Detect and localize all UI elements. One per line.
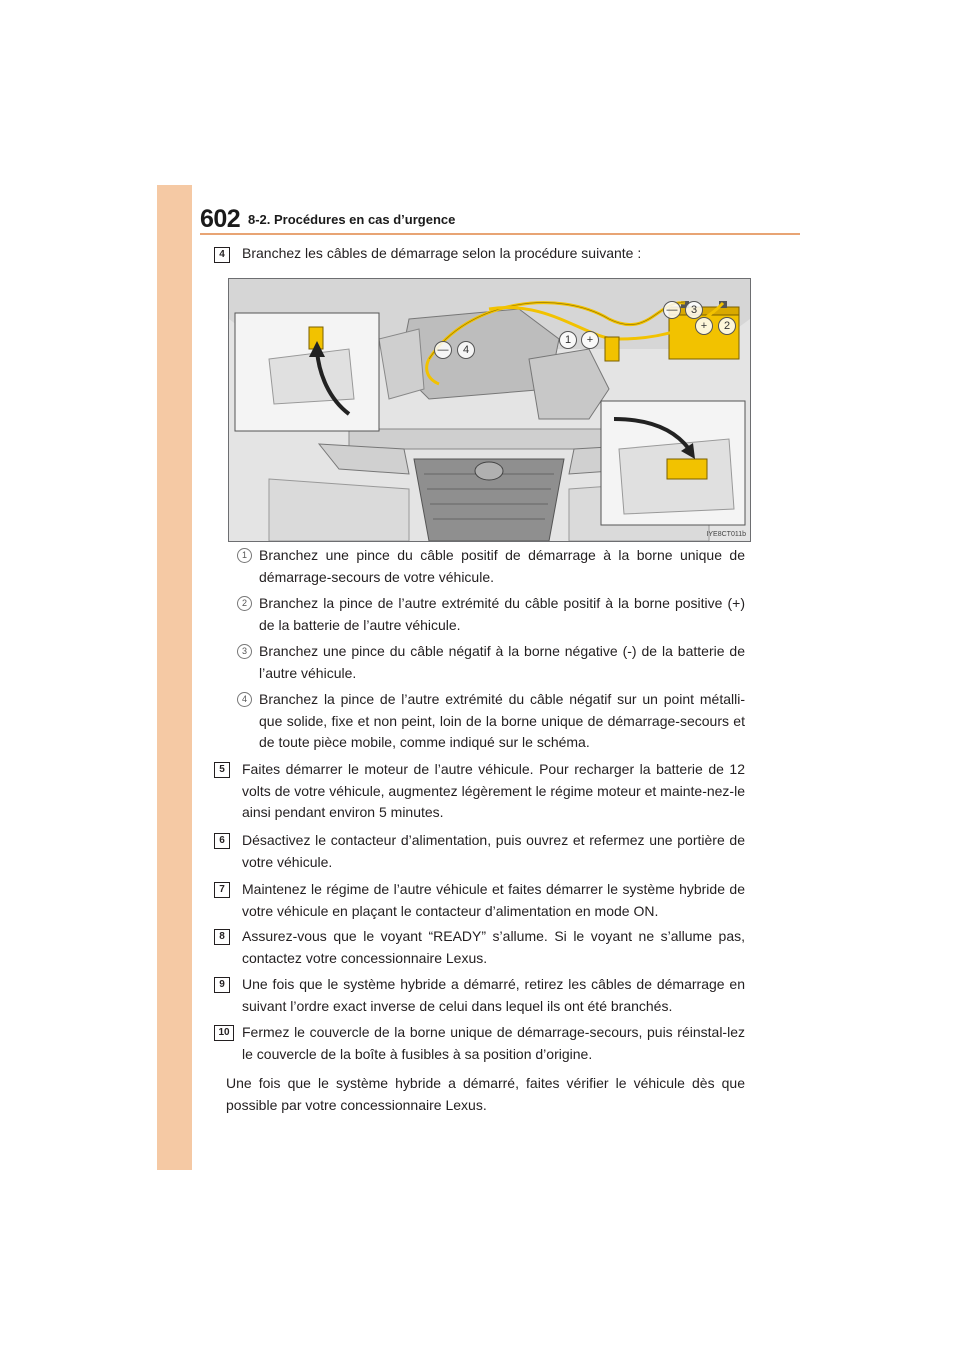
- substep-text-2: Branchez la pince de l’autre extrémité du câble positif à la borne positive (+) de la batterie de l’autre véhicule.: [259, 595, 745, 633]
- step-badge-8: 8: [214, 929, 230, 945]
- figure-code: IYE8CT011b: [706, 531, 746, 538]
- substep-badge-4: 4: [237, 692, 252, 707]
- step-badge-7: 7: [214, 882, 230, 898]
- step-text-9: Une fois que le système hybride a démarré, retirez les câbles de démarrage en suivant l’ordre exact inverse de celui dans lequel ils ont été branchés.: [242, 976, 745, 1014]
- step-badge-6: 6: [214, 833, 230, 849]
- substep-text-4: Branchez la pince de l’autre extrémité du câble négatif sur un point métalli-que solide, fixe et non peint, loin de la borne unique de démarrage-secours et de toute pièce mobile, comme indiqué sur le schéma.: [259, 691, 745, 750]
- figure-callout-3: 3: [685, 301, 703, 319]
- section-title: 8-2. Procédures en cas d’urgence: [248, 212, 456, 227]
- plus-sign-2: +: [695, 317, 713, 335]
- substep-text-1: Branchez une pince du câble positif de démarrage à la borne unique de démarrage-secours de votre véhicule.: [259, 547, 745, 585]
- step-text-8: Assurez-vous que le voyant “READY” s’allume. Si le voyant ne s’allume pas, contactez votre concessionnaire Lexus.: [242, 928, 745, 966]
- minus-sign-4: —: [434, 341, 452, 359]
- step-badge-10: 10: [214, 1025, 234, 1041]
- step-badge-9: 9: [214, 977, 230, 993]
- closing-paragraph: Une fois que le système hybride a démarré, faites vérifier le véhicule dès que possible par votre concessionnaire Lexus.: [226, 1075, 745, 1113]
- step-badge-4: 4: [214, 247, 230, 263]
- substep-badge-1: 1: [237, 548, 252, 563]
- minus-sign-3: —: [663, 301, 681, 319]
- step-text-10: Fermez le couvercle de la borne unique de démarrage-secours, puis réinstal-lez le couvercle de la boîte à fusibles à sa position d’origine.: [242, 1024, 745, 1062]
- header-rule: [200, 233, 800, 235]
- substep-badge-3: 3: [237, 644, 252, 659]
- substep-badge-2: 2: [237, 596, 252, 611]
- page-header: [200, 205, 800, 235]
- figure-callout-2: 2: [718, 317, 736, 335]
- page-number: 602: [200, 205, 241, 233]
- figure-callout-1: 1: [559, 331, 577, 349]
- plus-sign-1: +: [581, 331, 599, 349]
- engine-bay-figure: [228, 278, 751, 542]
- substep-text-3: Branchez une pince du câble négatif à la borne négative (-) de la batterie de l’autre véhicule.: [259, 643, 745, 681]
- step-text-5: Faites démarrer le moteur de l’autre véhicule. Pour recharger la batterie de 12 volts de votre véhicule, augmentez légèrement le régime moteur et mainte-nez-le ainsi pendant environ 5 minutes.: [242, 761, 745, 820]
- step-text-7: Maintenez le régime de l’autre véhicule et faites démarrer le système hybride de votre véhicule en plaçant le contacteur d’alimentation en mode ON.: [242, 881, 745, 919]
- figure-callout-4: 4: [457, 341, 475, 359]
- step-badge-5: 5: [214, 762, 230, 778]
- side-color-band: [157, 185, 192, 1170]
- step-text-4: Branchez les câbles de démarrage selon la procédure suivante :: [242, 245, 642, 261]
- step-text-6: Désactivez le contacteur d’alimentation, puis ouvrez et refermez une portière de votre véhicule.: [242, 832, 745, 870]
